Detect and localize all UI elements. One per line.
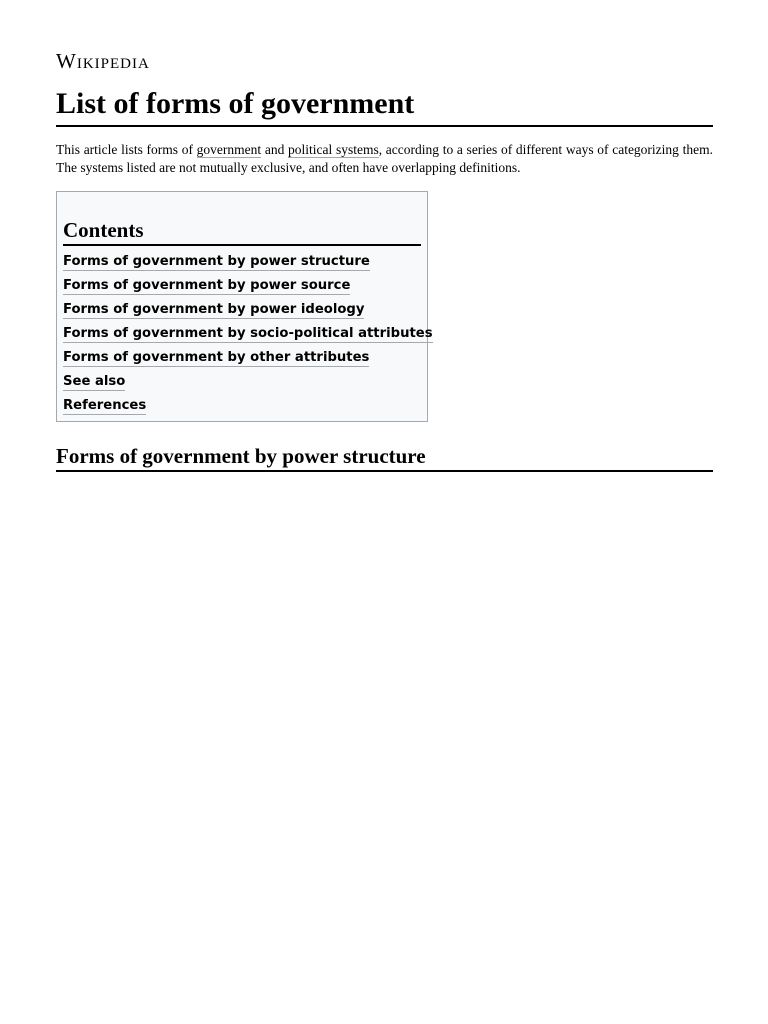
toc-item [63, 298, 421, 322]
intro-text-2: and [261, 142, 289, 157]
intro-paragraph [56, 141, 713, 177]
toc-item [63, 322, 433, 346]
wikipedia-wordmark[interactable]: Wikipedia [56, 49, 150, 73]
intro-text-3: , according to a series of different ways of categorizing them. The systems listed are not mutually exclusive, and often have overlapping definitions. [56, 142, 713, 175]
toc-item [63, 394, 421, 418]
intro-text-1: This article lists forms of [56, 142, 197, 157]
toc-link-other-attributes[interactable]: Forms of government by other attributes [63, 350, 370, 365]
toc-link-power-structure[interactable]: Forms of government by power structure [63, 254, 370, 269]
toc-link-power-ideology[interactable]: Forms of government by power ideology [63, 302, 365, 317]
toc-title: Contents [63, 216, 421, 246]
toc-link-power-source[interactable]: Forms of government by power source [63, 278, 351, 293]
toc-list [63, 250, 433, 418]
toc-item [63, 370, 421, 394]
political-systems-link[interactable]: political systems [288, 142, 379, 157]
toc-link-socio-political-attributes[interactable]: Forms of government by socio-political attributes [63, 326, 433, 341]
toc-item [63, 250, 421, 274]
table-of-contents [56, 191, 433, 422]
toc-link-references[interactable]: References [63, 398, 147, 413]
toc-item [63, 274, 421, 298]
toc-item [63, 346, 421, 370]
section-heading-power-structure: Forms of government by power structure [56, 442, 713, 472]
government-link[interactable]: government [196, 142, 262, 157]
page-title: List of forms of government [56, 85, 713, 127]
toc-link-see-also[interactable]: See also [63, 374, 126, 389]
